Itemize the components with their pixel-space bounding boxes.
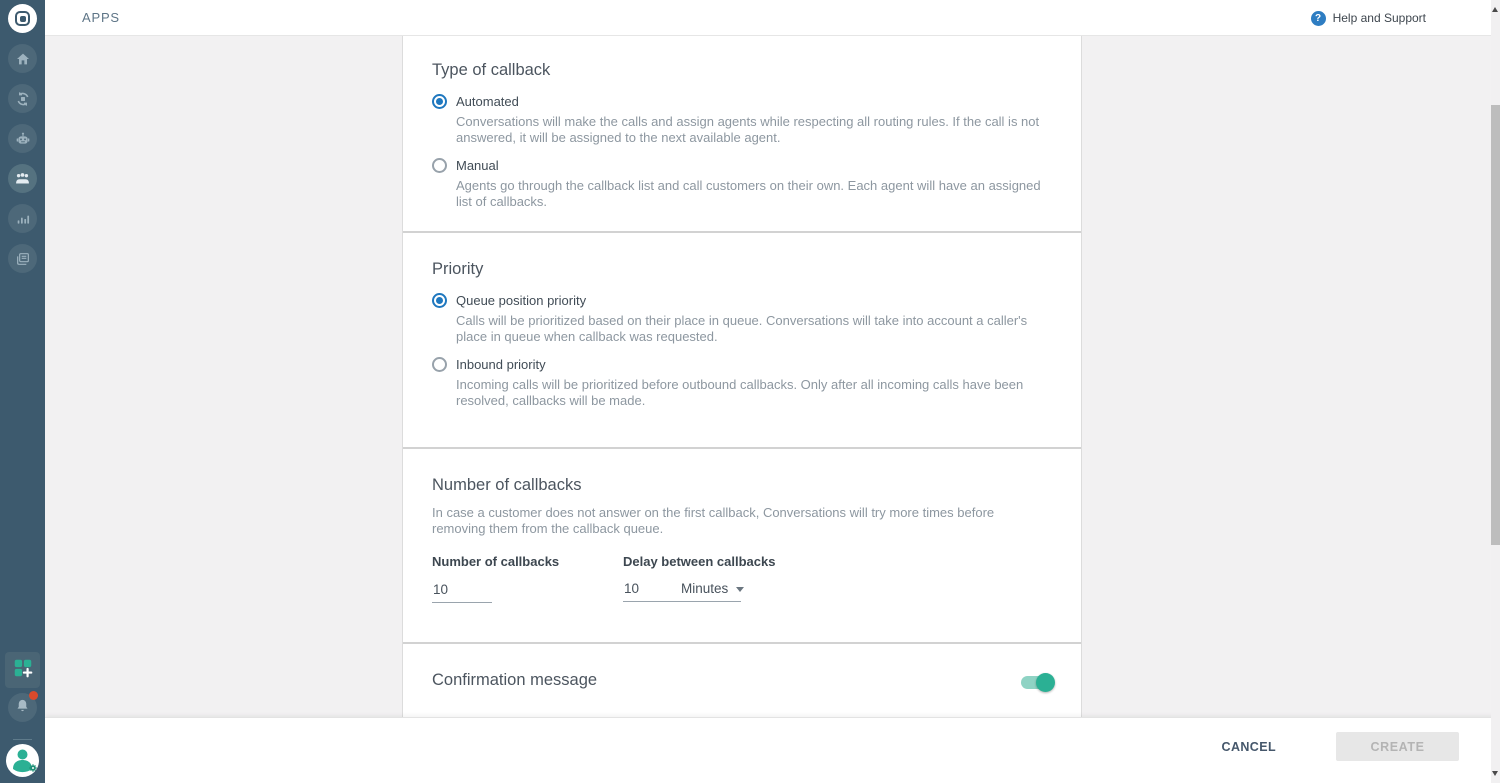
number-of-callbacks-field — [432, 554, 623, 603]
people-icon — [14, 170, 31, 187]
section-priority — [403, 231, 1081, 447]
chevron-down-icon — [736, 587, 744, 592]
radio-option-manual — [432, 158, 1052, 209]
section-title: Priority — [432, 260, 484, 278]
radio-label[interactable]: Inbound priority — [456, 357, 546, 372]
radio-description: Agents go through the callback list and call customers on their own. Each agent will have an assigned list of callbacks. — [456, 178, 1041, 209]
sidebar-item-apps[interactable] — [5, 652, 40, 688]
user-avatar-icon — [6, 742, 39, 780]
cancel-button[interactable]: CANCEL — [1216, 739, 1282, 755]
radio-label[interactable]: Automated — [456, 94, 519, 109]
help-and-support-button[interactable] — [1311, 0, 1426, 36]
help-label: Help and Support — [1332, 11, 1426, 25]
radio-automated[interactable] — [432, 94, 1052, 109]
section-title: Number of callbacks — [432, 476, 582, 494]
field-label: Delay between callbacks — [623, 554, 776, 569]
radio-queue-position-priority[interactable] — [432, 293, 1052, 308]
radio-option-automated — [432, 94, 1052, 145]
footer-bar — [45, 717, 1500, 783]
scrollbar-thumb[interactable] — [1491, 105, 1500, 545]
notification-dot — [29, 691, 38, 700]
field-label: Number of callbacks — [432, 554, 560, 569]
radio-description: Conversations will make the calls and assign agents while respecting all routing rules. If the call is not answered, it will be assigned to the next available agent. — [456, 114, 1040, 145]
infobip-logo[interactable] — [8, 4, 37, 33]
radio-unselected-icon[interactable] — [432, 357, 447, 372]
section-title: Confirmation message — [432, 671, 598, 689]
radio-description: Calls will be prioritized based on their place in queue. Conversations will take into account a caller's place in queue when callback was requested. — [456, 313, 1028, 344]
screen-share-icon — [15, 91, 31, 107]
section-description: In case a customer does not answer on the first callback, Conversations will try more times before removing them from the callback queue. — [432, 505, 995, 536]
sidebar-divider — [13, 739, 32, 740]
topbar — [45, 0, 1500, 36]
radio-label[interactable]: Queue position priority — [456, 293, 587, 308]
sidebar — [0, 0, 45, 783]
scroll-up-arrow-icon[interactable] — [1492, 7, 1498, 12]
radio-description: Incoming calls will be prioritized before outbound callbacks. Only after all incoming calls have been resolved, callbacks will be made. — [456, 377, 1024, 408]
radio-selected-icon[interactable] — [432, 293, 447, 308]
apps-grid-plus-icon — [12, 657, 34, 684]
delay-value-input[interactable] — [623, 581, 681, 601]
delay-combo — [623, 581, 741, 602]
bot-icon — [15, 131, 31, 147]
callback-fields — [432, 554, 1052, 603]
page-title: APPS — [82, 10, 120, 25]
sidebar-item-people[interactable] — [8, 164, 37, 193]
radio-inbound-priority[interactable] — [432, 357, 1052, 372]
bell-icon — [15, 698, 30, 718]
radio-unselected-icon[interactable] — [432, 158, 447, 173]
sidebar-item-notifications[interactable] — [8, 693, 37, 722]
radio-label[interactable]: Manual — [456, 158, 499, 173]
radio-option-queue-position — [432, 293, 1052, 344]
delay-unit-value: Minutes — [681, 581, 729, 596]
radio-manual[interactable] — [432, 158, 1052, 173]
help-icon: ? — [1311, 11, 1326, 26]
home-icon — [15, 51, 31, 67]
delay-unit-select[interactable] — [681, 581, 744, 601]
scroll-down-arrow-icon[interactable] — [1492, 771, 1498, 776]
section-type-of-callback — [403, 36, 1081, 231]
number-of-callbacks-input[interactable] — [432, 582, 492, 603]
sidebar-item-reports[interactable] — [8, 244, 37, 273]
delay-between-callbacks-field — [623, 554, 775, 603]
section-number-of-callbacks — [403, 447, 1081, 642]
sidebar-item-profile[interactable] — [6, 744, 39, 777]
sidebar-item-home[interactable] — [8, 44, 37, 73]
radio-option-inbound — [432, 357, 1052, 408]
confirmation-message-toggle[interactable] — [1021, 676, 1052, 689]
infobip-logo-ring — [15, 11, 30, 26]
page-scrollbar[interactable] — [1491, 0, 1500, 783]
sidebar-item-bot[interactable] — [8, 124, 37, 153]
documents-icon — [15, 251, 31, 267]
sidebar-item-screen-share[interactable] — [8, 84, 37, 113]
create-button[interactable]: CREATE — [1336, 732, 1459, 761]
section-confirmation-message — [403, 642, 1081, 717]
sidebar-item-analytics[interactable] — [8, 204, 37, 233]
bar-chart-icon — [15, 211, 31, 227]
infobip-logo-dot — [20, 16, 26, 22]
radio-selected-icon[interactable] — [432, 94, 447, 109]
callback-settings-panel — [402, 36, 1082, 717]
section-title: Type of callback — [432, 61, 551, 79]
